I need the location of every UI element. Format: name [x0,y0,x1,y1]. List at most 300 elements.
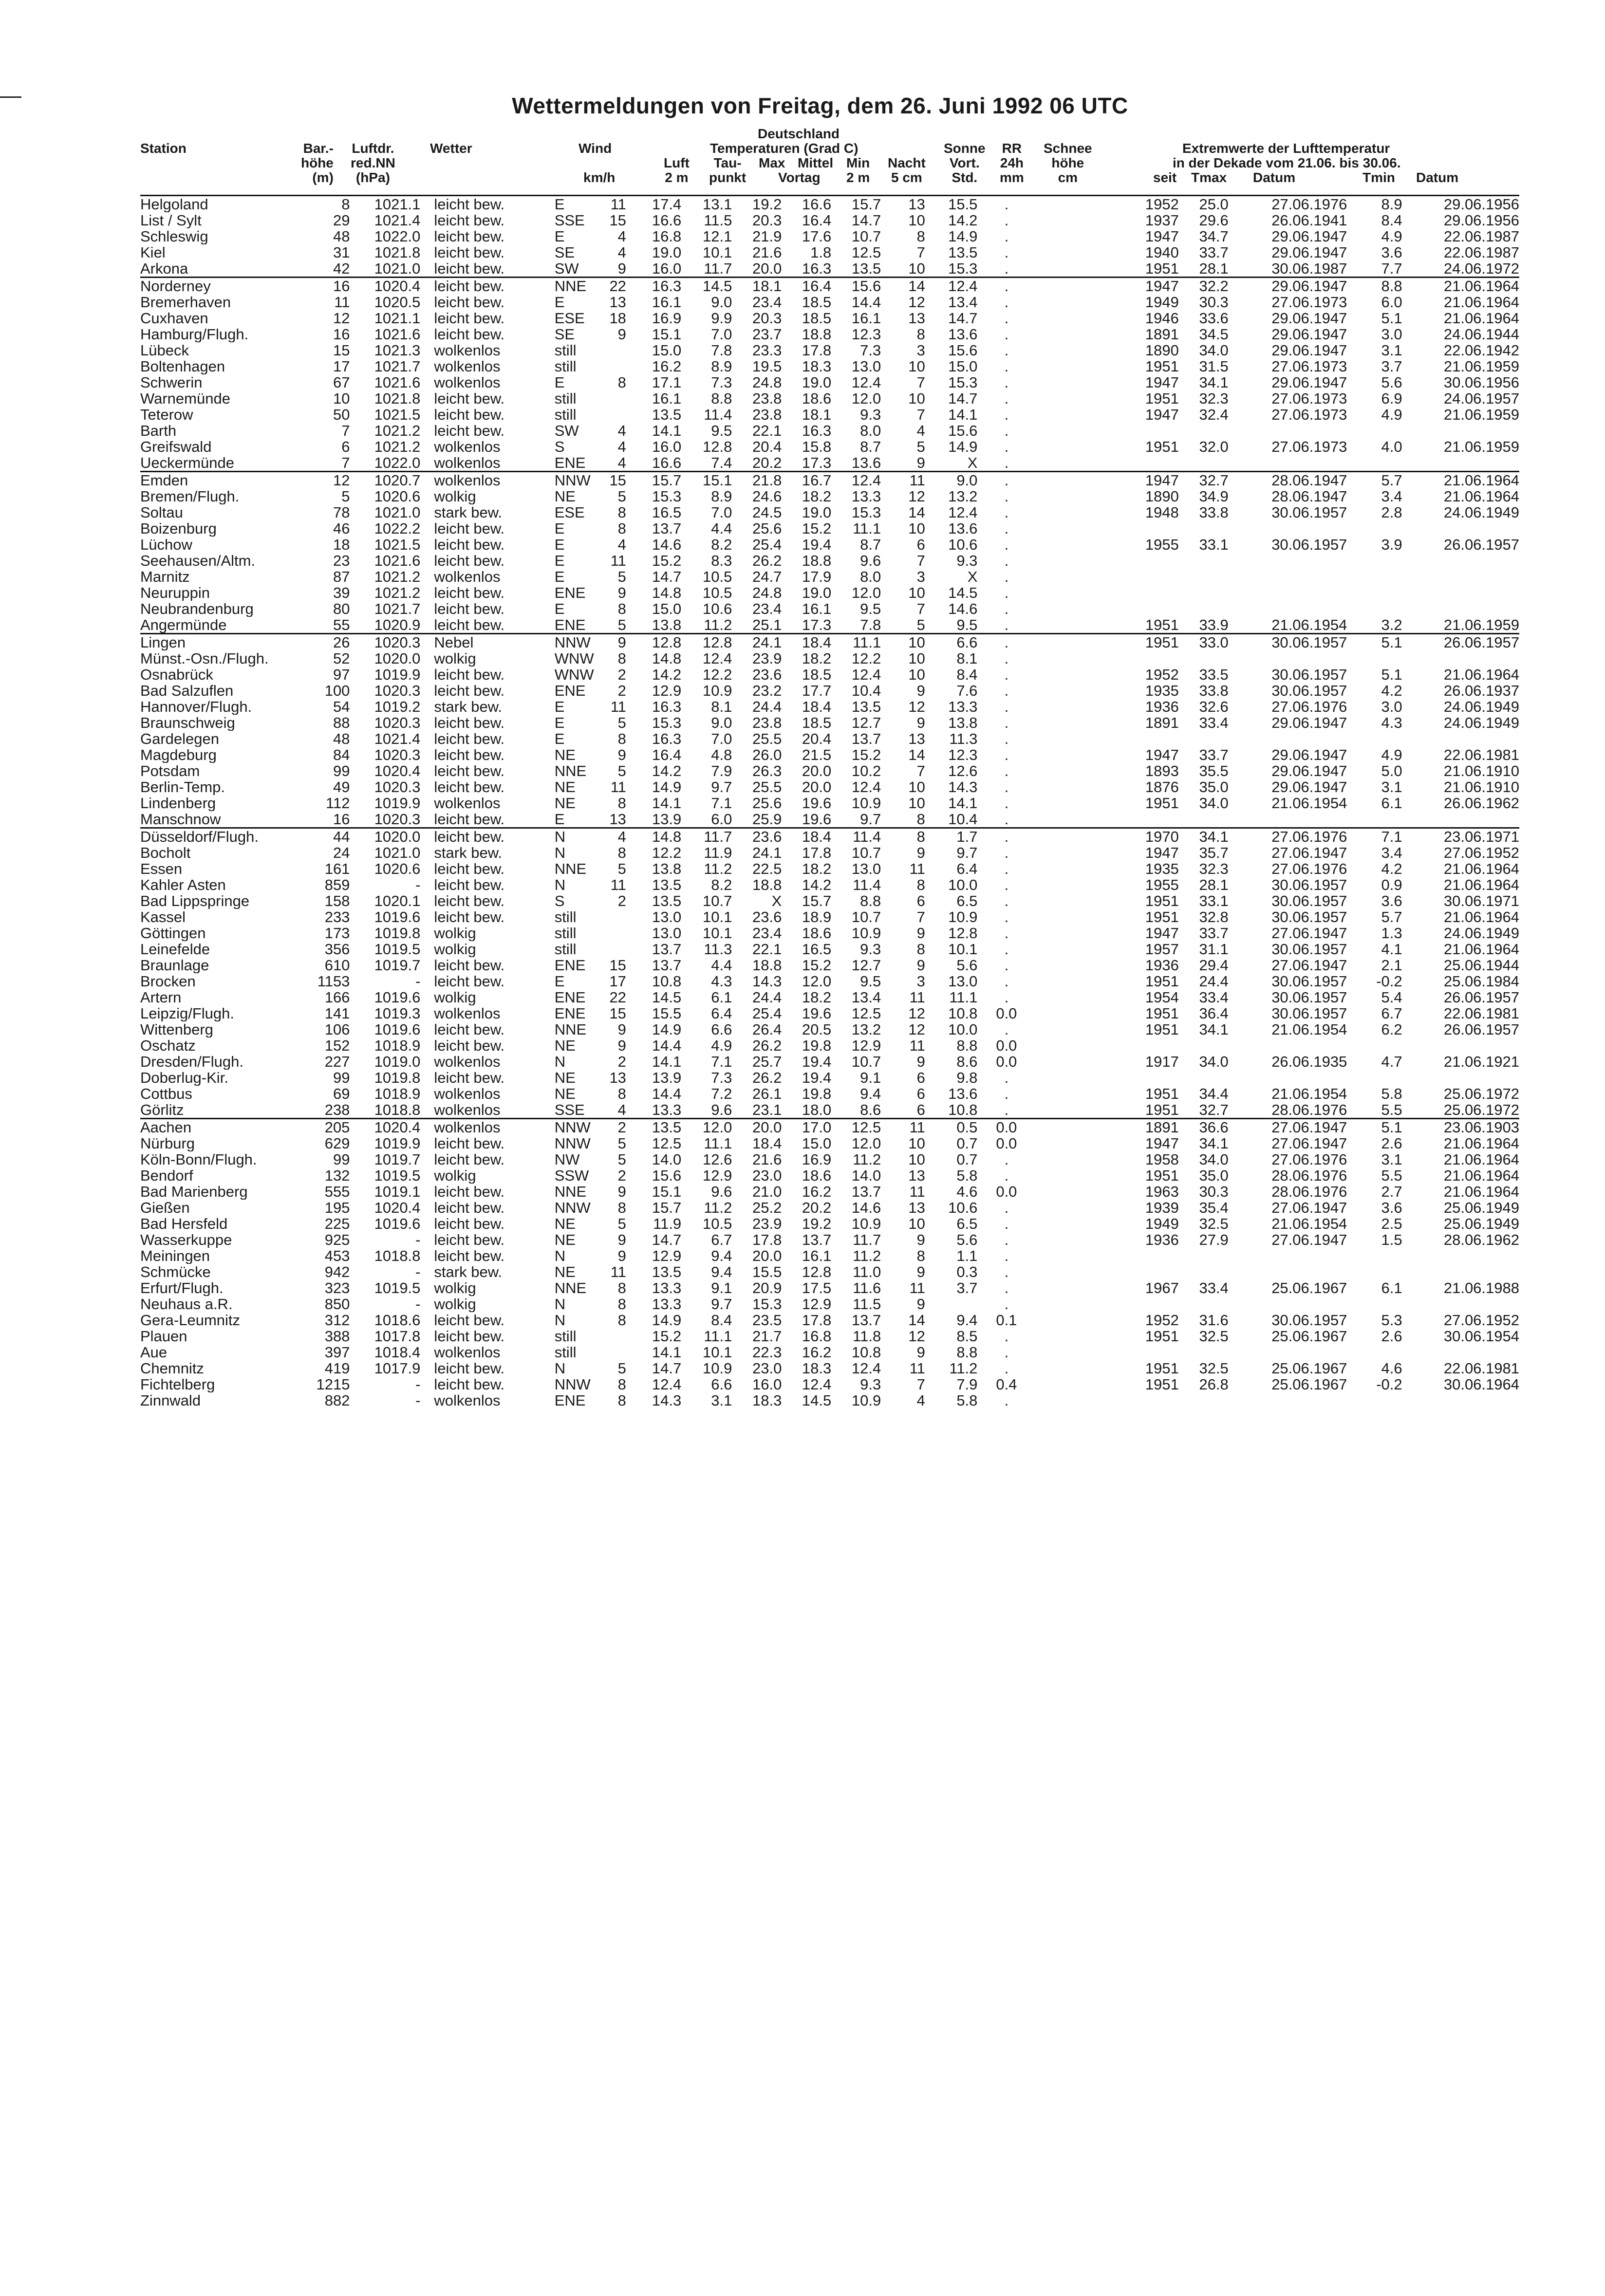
cell-max-vortag: 25.5 [752,731,782,747]
cell-max-vortag: 18.4 [752,1135,782,1151]
cell-extrem-tmin-datum: 24.06.1957 [1443,390,1519,407]
cell-wetter: leicht bew. [434,228,505,244]
cell-schnee [1035,228,1090,244]
table-row [140,667,1519,683]
cell-schnee [1035,1328,1090,1344]
cell-schnee [1035,861,1090,877]
cell-schnee [1035,699,1090,715]
cell-extrem-tmin: 3.6 [1381,244,1402,260]
cell-mittel-vortag: 16.8 [802,1328,832,1344]
cell-wind-dir: still [554,390,577,407]
cell-extrem-seit: 1951 [1145,358,1179,374]
cell-extrem-tmin-datum: 21.06.1964 [1443,667,1519,683]
cell-mittel-vortag: 20.4 [802,731,832,747]
cell-bar-hoehe: 11 [334,294,350,310]
cell-schnee [1035,1312,1090,1328]
cell-nacht-5cm: 8 [916,1248,925,1264]
cell-station: Norderney [140,278,211,294]
cell-extrem-tmin: 5.5 [1381,1167,1402,1184]
cell-rr: . [1004,196,1009,212]
cell-sonne: 13.2 [948,488,978,504]
cell-wind-speed: 8 [617,845,626,861]
cell-rr: . [1004,278,1009,294]
cell-taupunkt: 11.2 [704,617,732,633]
cell-wind-speed: 11 [610,1264,626,1280]
cell-extrem-tmax: 32.5 [1199,1360,1229,1376]
cell-bar-hoehe: 5 [341,488,350,504]
cell-schnee [1035,196,1090,213]
cell-extrem-tmin-datum [1402,423,1519,439]
cell-extrem-tmax-datum: 30.06.1957 [1271,683,1347,699]
cell-min-2m: 9.3 [860,407,881,423]
cell-min-2m: 13.0 [851,358,881,374]
cell-mittel-vortag: 20.5 [802,1021,832,1037]
cell-extrem-tmax [1179,423,1229,439]
cell-extrem-tmin-datum: 30.06.1971 [1443,893,1519,909]
cell-taupunkt: 9.5 [711,423,732,439]
cell-luft: 19.0 [652,244,682,260]
cell-extrem-tmax-datum: 27.06.1976 [1271,1151,1347,1167]
cell-luft: 13.3 [652,1102,682,1118]
cell-wind-speed [594,941,626,957]
cell-extrem-tmax-datum: 27.06.1947 [1271,1119,1347,1135]
cell-luftdruck: - [415,973,421,989]
cell-extrem-tmin: 6.9 [1381,390,1402,407]
cell-rr: . [1004,455,1009,471]
cell-station: Meiningen [140,1248,210,1264]
cell-bar-hoehe: 50 [333,407,350,423]
cell-station: Köln-Bonn/Flugh. [140,1151,257,1167]
cell-max-vortag: 24.8 [752,585,782,601]
cell-extrem-tmax: 34.1 [1199,828,1229,845]
cell-extrem-tmin: 4.6 [1381,1360,1402,1376]
cell-extrem-tmin: 3.2 [1381,617,1402,633]
cell-station: Cuxhaven [140,310,208,326]
cell-wind-dir: SW [554,423,579,439]
cell-extrem-tmin-datum: 21.06.1964 [1443,310,1519,326]
table-row [140,342,1519,358]
cell-wetter: leicht bew. [434,537,505,553]
cell-luft: 14.8 [652,828,682,845]
cell-extrem-tmax-datum: 29.06.1947 [1271,779,1347,795]
cell-extrem-tmax-datum: 27.06.1976 [1271,699,1347,715]
cell-luft: 13.8 [652,861,682,877]
cell-max-vortag: 23.2 [752,683,782,699]
cell-station: Bocholt [140,845,191,861]
cell-wind-speed [594,407,626,423]
cell-wind-speed: 2 [617,667,626,683]
cell-sonne: 10.1 [948,941,978,957]
cell-extrem-seit [1091,1392,1179,1408]
cell-sonne: 14.7 [948,310,978,326]
table-row [140,326,1519,342]
cell-luft: 13.7 [652,520,682,537]
cell-luftdruck: 1020.4 [374,278,421,294]
cell-max-vortag: 23.8 [752,407,782,423]
cell-extrem-tmax: 26.8 [1199,1376,1229,1392]
cell-extrem-tmax-datum: 27.06.1973 [1271,407,1347,423]
cell-mittel-vortag: 18.5 [802,310,832,326]
cell-rr: . [1004,390,1009,407]
cell-taupunkt: 7.3 [711,1070,732,1086]
cell-station: Manschnow [140,811,221,828]
cell-rr: . [1004,1280,1009,1296]
cell-station: Kassel [140,909,186,925]
cell-rr: . [1004,407,1009,423]
cell-extrem-tmin: 8.8 [1381,278,1402,294]
cell-rr: . [1004,1021,1009,1037]
cell-mittel-vortag: 18.9 [802,909,832,925]
cell-station: Düsseldorf/Flugh. [140,828,259,845]
cell-wind-speed: 4 [617,828,626,845]
cell-extrem-tmax-datum: 26.06.1941 [1271,212,1347,228]
cell-wind-speed: 15 [609,1005,626,1021]
table-row [140,1086,1519,1102]
cell-taupunkt: 6.6 [711,1376,732,1392]
cell-rr: . [1004,244,1009,260]
header-tmax: Tmax [1191,170,1227,185]
cell-extrem-tmin: 2.8 [1381,504,1402,520]
cell-nacht-5cm: 4 [916,423,925,439]
cell-rr: . [1004,909,1009,925]
table-row [140,569,1519,585]
cell-max-vortag: 23.8 [752,390,782,407]
cell-station: Bendorf [140,1167,193,1184]
cell-luftdruck: 1020.3 [374,811,421,828]
cell-mittel-vortag: 18.2 [802,650,832,667]
cell-max-vortag: 16.0 [752,1376,782,1392]
cell-nacht-5cm: 11 [909,1184,925,1200]
cell-sonne: 6.4 [956,861,978,877]
cell-rr: . [1004,957,1009,973]
cell-min-2m: 12.0 [851,390,881,407]
cell-bar-hoehe: 942 [324,1264,350,1280]
cell-extrem-seit: 1891 [1145,326,1179,342]
header-datum-max: Datum [1253,170,1296,185]
cell-wind-dir: NW [554,1151,580,1167]
cell-extrem-seit: 1967 [1145,1280,1179,1296]
cell-luftdruck: 1020.7 [374,472,421,488]
cell-wind-dir: NE [554,1086,576,1102]
cell-mittel-vortag: 19.0 [802,585,832,601]
cell-extrem-tmin-datum [1402,601,1519,617]
cell-station: Bremerhaven [140,294,231,310]
cell-extrem-tmax: 30.3 [1199,294,1229,310]
cell-extrem-tmax-datum: 27.06.1947 [1271,1232,1347,1248]
cell-taupunkt: 11.2 [704,1200,732,1216]
cell-wind-speed: 8 [617,731,626,747]
cell-taupunkt: 12.2 [703,667,732,683]
cell-mittel-vortag: 20.0 [802,763,832,779]
cell-extrem-tmax-datum: 28.06.1947 [1271,472,1347,488]
cell-extrem-tmax: 28.1 [1199,877,1229,893]
cell-rr: . [1004,925,1009,941]
cell-extrem-tmax: 31.5 [1199,358,1229,374]
table-row [140,1280,1519,1296]
cell-bar-hoehe: 397 [324,1344,350,1360]
cell-taupunkt: 12.0 [703,1119,732,1135]
cell-max-vortag: 26.0 [752,747,782,763]
cell-station: Erfurt/Flugh. [140,1280,224,1296]
cell-mittel-vortag: 12.8 [802,1264,832,1280]
cell-taupunkt: 8.2 [711,537,732,553]
cell-luft: 16.3 [652,731,682,747]
table-row [140,989,1519,1005]
cell-wind-dir: NNW [554,1119,591,1135]
cell-extrem-seit: 1947 [1145,472,1179,488]
cell-nacht-5cm: 10 [908,260,925,277]
cell-min-2m: 16.1 [851,310,881,326]
cell-schnee [1035,893,1090,909]
cell-schnee [1035,1005,1090,1021]
table-row [140,828,1519,845]
cell-extrem-tmin-datum: 30.06.1956 [1443,374,1519,390]
cell-wind-dir: NE [554,1070,576,1086]
cell-wind-dir: NNW [554,1376,591,1392]
cell-max-vortag: 23.4 [752,294,782,310]
cell-rr: . [1004,1086,1009,1102]
cell-luftdruck: 1021.5 [374,407,421,423]
cell-extrem-seit: 1935 [1145,861,1179,877]
cell-bar-hoehe: 233 [324,909,350,925]
cell-extrem-tmax: 33.1 [1199,537,1229,553]
cell-wind-dir: SE [554,244,575,260]
cell-bar-hoehe: 1153 [317,973,350,989]
cell-mittel-vortag: 16.7 [802,472,832,488]
cell-min-2m: 9.7 [860,811,881,828]
table-row [140,1344,1519,1360]
cell-nacht-5cm: 12 [908,1005,925,1021]
cell-extrem-tmax: 34.0 [1199,1151,1229,1167]
cell-luft: 16.1 [652,390,682,407]
table-row [140,909,1519,925]
cell-min-2m: 7.3 [860,342,881,358]
cell-nacht-5cm: 9 [916,1296,925,1312]
cell-schnee [1035,1248,1090,1264]
cell-extrem-tmax-datum [1229,569,1347,585]
cell-extrem-tmax: 33.4 [1199,715,1229,731]
cell-extrem-tmin [1347,1264,1402,1280]
cell-station: Bad Marienberg [140,1184,248,1200]
cell-extrem-tmax-datum [1229,650,1347,667]
cell-bar-hoehe: 29 [333,212,350,228]
header-extremwerte: Extremwerte der Lufttemperatur [1182,141,1390,156]
cell-wind-speed [594,390,626,407]
cell-wind-dir: S [554,893,565,909]
cell-mittel-vortag: 17.0 [802,1119,832,1135]
cell-wetter: leicht bew. [434,1070,505,1086]
cell-min-2m: 10.4 [851,683,881,699]
cell-min-2m: 8.6 [860,1102,881,1118]
cell-extrem-tmax-datum: 27.06.1947 [1271,957,1347,973]
cell-luft: 12.2 [652,845,682,861]
cell-bar-hoehe: 7 [341,423,350,439]
cell-rr: . [1004,1216,1009,1232]
cell-bar-hoehe: 78 [333,504,350,520]
cell-wind-speed: 4 [617,439,626,455]
table-row [140,1216,1519,1232]
table-row [140,845,1519,861]
cell-min-2m: 9.3 [860,941,881,957]
cell-bar-hoehe: 850 [324,1296,350,1312]
cell-luftdruck: 1021.4 [374,731,421,747]
cell-extrem-tmin [1347,601,1402,617]
cell-mittel-vortag: 19.4 [802,1054,832,1070]
cell-extrem-tmin: 6.1 [1381,795,1402,811]
cell-min-2m: 10.7 [851,909,881,925]
cell-extrem-tmax-datum: 27.06.1947 [1271,1200,1347,1216]
cell-rr: . [1004,294,1009,310]
cell-mittel-vortag: 17.8 [802,845,832,861]
cell-min-2m: 13.7 [851,1184,881,1200]
cell-extrem-seit: 1952 [1145,667,1179,683]
cell-extrem-seit: 1940 [1145,244,1179,260]
cell-schnee [1035,845,1090,861]
cell-luftdruck: 1021.1 [374,310,421,326]
cell-extrem-tmin-datum: 21.06.1921 [1443,1054,1519,1070]
cell-extrem-seit: 1952 [1145,1312,1179,1328]
cell-extrem-tmin-datum: 30.06.1964 [1443,1376,1519,1392]
cell-nacht-5cm: 13 [908,1200,925,1216]
cell-bar-hoehe: 54 [333,699,350,715]
cell-extrem-tmin-datum [1402,1037,1519,1054]
cell-extrem-tmin: 5.8 [1381,1086,1402,1102]
cell-nacht-5cm: 11 [909,1037,925,1054]
cell-bar-hoehe: 84 [333,747,350,763]
cell-mittel-vortag: 18.4 [802,634,832,650]
cell-schnee [1035,1151,1090,1167]
cell-extrem-tmin: 3.4 [1381,488,1402,504]
cell-schnee [1035,989,1090,1005]
cell-wind-dir: NNW [554,472,591,488]
header-luftdruck: Luftdr. red.NN (hPa) [351,141,395,185]
cell-bar-hoehe: 24 [333,845,350,861]
header-sonne: Sonne Vort. Std. [944,141,986,185]
cell-extrem-tmin-datum: 21.06.1964 [1443,472,1519,488]
cell-wind-speed: 11 [610,196,626,212]
cell-extrem-tmin-datum: 24.06.1949 [1443,699,1519,715]
cell-nacht-5cm: 10 [908,634,925,650]
cell-bar-hoehe: 23 [333,553,350,569]
cell-bar-hoehe: 882 [324,1392,350,1408]
cell-bar-hoehe: 15 [333,342,350,358]
cell-extrem-seit [1091,811,1179,828]
cell-wind-speed: 8 [617,1086,626,1102]
cell-extrem-tmin-datum: 25.06.1944 [1443,957,1519,973]
cell-station: Bad Hersfeld [140,1216,228,1232]
cell-min-2m: 12.7 [851,957,881,973]
cell-wetter: Nebel [434,634,474,650]
cell-wind-speed [594,342,626,358]
cell-extrem-tmax-datum: 21.06.1954 [1271,617,1347,633]
cell-min-2m: 14.6 [851,1200,881,1216]
cell-extrem-tmax [1179,1392,1229,1408]
cell-extrem-tmin [1347,731,1402,747]
cell-luft: 13.7 [652,957,682,973]
cell-extrem-tmax-datum: 29.06.1947 [1271,244,1347,260]
cell-extrem-tmax-datum: 25.06.1967 [1271,1328,1347,1344]
cell-wetter: leicht bew. [434,731,505,747]
table-row [140,795,1519,811]
cell-station: Oschatz [140,1037,196,1054]
cell-max-vortag: 25.4 [752,537,782,553]
cell-extrem-tmax [1179,585,1229,601]
cell-taupunkt: 6.1 [711,989,732,1005]
cell-mittel-vortag: 19.6 [802,1005,832,1021]
cell-wind-dir: ENE [554,455,586,471]
table-row [140,957,1519,973]
cell-wetter: wolkenlos [434,374,501,390]
cell-luftdruck: - [415,1296,421,1312]
cell-luft: 13.5 [652,877,682,893]
cell-schnee [1035,1167,1090,1184]
cell-wind-speed: 22 [609,989,626,1005]
cell-min-2m: 13.2 [851,1021,881,1037]
cell-luftdruck: 1019.3 [374,1005,421,1021]
cell-bar-hoehe: 26 [333,634,350,650]
cell-rr: . [1004,504,1009,520]
cell-luft: 17.4 [652,196,682,212]
cell-taupunkt: 6.6 [711,1021,732,1037]
cell-extrem-tmax-datum: 27.06.1973 [1271,294,1347,310]
cell-extrem-tmin-datum [1402,569,1519,585]
cell-wind-speed: 8 [617,795,626,811]
cell-wetter: leicht bew. [434,294,505,310]
cell-min-2m: 13.5 [851,260,881,277]
cell-extrem-seit: 1946 [1145,310,1179,326]
cell-mittel-vortag: 15.0 [802,1135,832,1151]
cell-min-2m: 10.8 [851,1344,881,1360]
cell-rr: . [1004,585,1009,601]
cell-luft: 13.3 [652,1280,682,1296]
cell-wind-speed [594,1328,626,1344]
cell-extrem-tmax-datum: 30.06.1957 [1271,877,1347,893]
cell-wind-dir: N [554,877,566,893]
cell-max-vortag: 25.4 [752,1005,782,1021]
cell-bar-hoehe: 99 [333,763,350,779]
cell-extrem-tmax [1179,455,1229,472]
cell-nacht-5cm: 9 [916,1264,925,1280]
cell-extrem-tmax-datum: 29.06.1947 [1271,228,1347,244]
cell-luft: 14.7 [652,569,682,585]
cell-wetter: leicht bew. [434,747,505,763]
cell-extrem-tmin: 4.9 [1381,407,1402,423]
cell-schnee [1035,1344,1090,1360]
cell-max-vortag: 25.1 [752,617,782,633]
cell-mittel-vortag: 18.2 [802,861,832,877]
cell-extrem-tmin-datum: 21.06.1988 [1443,1280,1519,1296]
cell-extrem-seit: 1948 [1145,504,1179,520]
table-row [140,1151,1519,1167]
cell-extrem-tmin [1347,569,1402,585]
cell-luftdruck: 1021.2 [374,569,421,585]
cell-wind-speed: 4 [617,1102,626,1118]
cell-min-2m: 9.5 [860,973,881,989]
cell-luftdruck: 1019.6 [374,1216,421,1232]
cell-wind-dir: still [554,407,577,423]
cell-max-vortag: 23.3 [752,342,782,358]
cell-min-2m: 12.5 [851,1005,881,1021]
cell-min-2m: 10.7 [851,1054,881,1070]
table-row [140,601,1519,617]
cell-extrem-tmax: 33.8 [1199,683,1229,699]
cell-max-vortag: 23.0 [752,1167,782,1184]
cell-extrem-tmax: 34.0 [1199,342,1229,358]
cell-luft: 16.8 [652,228,682,244]
cell-wind-dir: N [554,845,566,861]
cell-luft: 13.5 [652,1119,682,1135]
cell-bar-hoehe: 55 [333,617,350,633]
